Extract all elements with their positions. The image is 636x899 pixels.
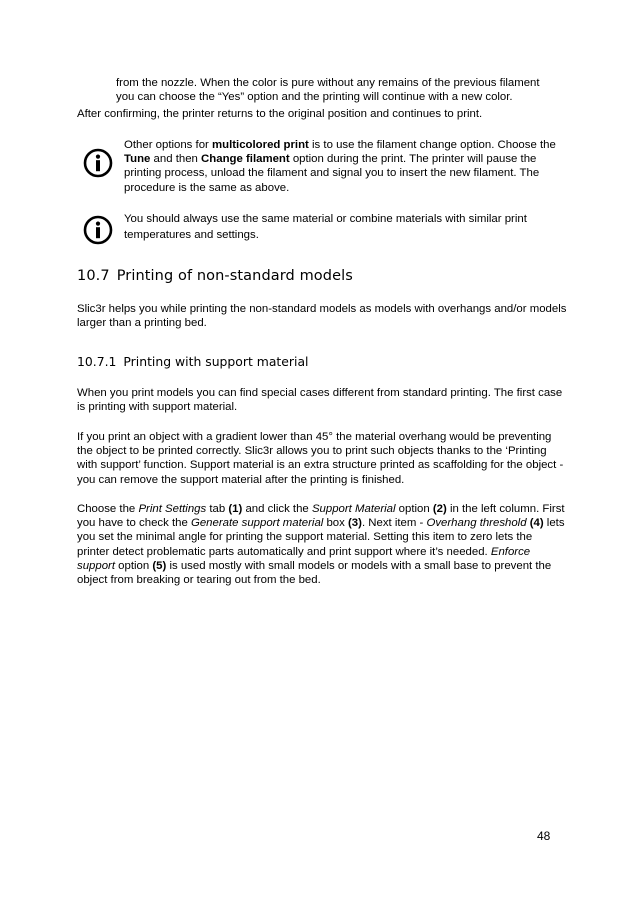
intro-line-1: from the nozzle. When the color is pure without any remains of the previous filament <box>116 77 540 89</box>
term-overhang-threshold: Overhang threshold <box>426 517 527 530</box>
support-paragraph-3: Choose the Print Settings tab (1) and click the Support Material option (2) in the left column. First you have to check the Generate support material box (3). Next item - Overhang threshold (4) lets you set the minimal angle for printing the support material. Setting this item to zero lets the printer detect problematic parts automatically and print support where it’s needed. Enforce support option (5) is used mostly with small models or models with a small base to prevent the object from breaking or tearing out from the bed. <box>77 503 565 587</box>
term-generate-support-material: Generate support material <box>190 517 324 530</box>
note-materials <box>83 211 573 245</box>
note-multicolor-text: Other options for multicolored print is to use the filament change option. Choose the Tune and then Change filament option during the print. The printer will pause the printing process, unload the filament and signal you to insert the new filament. The procedure is the same as above. <box>124 139 556 194</box>
after-confirm-text: After confirming, the printer returns to the original position and continues to print. <box>77 108 483 120</box>
intro-indented-text <box>116 76 564 104</box>
term-print-settings: Print Settings <box>138 503 207 515</box>
info-icon <box>83 215 113 245</box>
support-paragraph-2: If you print an object with a gradient lower than 45° the material overhang would be preventing the object to be printed correctly. Slic3r allows you to print such objects thanks to the ‘Printing with support’ function. Support material is an extra structure printed as scaffolding for the object - you can remove the support material after the printing is finished. <box>77 431 564 486</box>
section-title: Printing of non-standard models <box>116 268 353 284</box>
section-intro-paragraph: Slic3r helps you while printing the non-standard models as models with overhangs and/or models larger than a printing bed. <box>77 303 567 330</box>
info-icon <box>83 148 113 178</box>
support-paragraph-1: When you print models you can find special cases different from standard printing. The first case is printing with support material. <box>77 387 563 414</box>
note-multicolor <box>83 138 573 198</box>
section-heading <box>77 268 353 284</box>
term-support-material: Support Material <box>311 503 396 515</box>
term-tune: Tune <box>124 153 151 166</box>
intro-line-2: you can choose the “Yes” option and the printing will continue with a new color. <box>116 91 513 104</box>
term-enforce-support: Enforce support <box>77 545 531 572</box>
term-multicolored-print: multicolored print <box>212 139 309 151</box>
subsection-title: Printing with support material <box>123 354 309 369</box>
section-number: 10.7 <box>77 268 110 284</box>
subsection-heading <box>77 354 308 369</box>
term-change-filament: Change filament <box>201 153 290 166</box>
page-number: 48 <box>537 829 551 843</box>
subsection-number: 10.7.1 <box>77 354 117 369</box>
note-materials-text: You should always use the same material or combine materials with similar print temperatures and settings. <box>124 213 527 241</box>
